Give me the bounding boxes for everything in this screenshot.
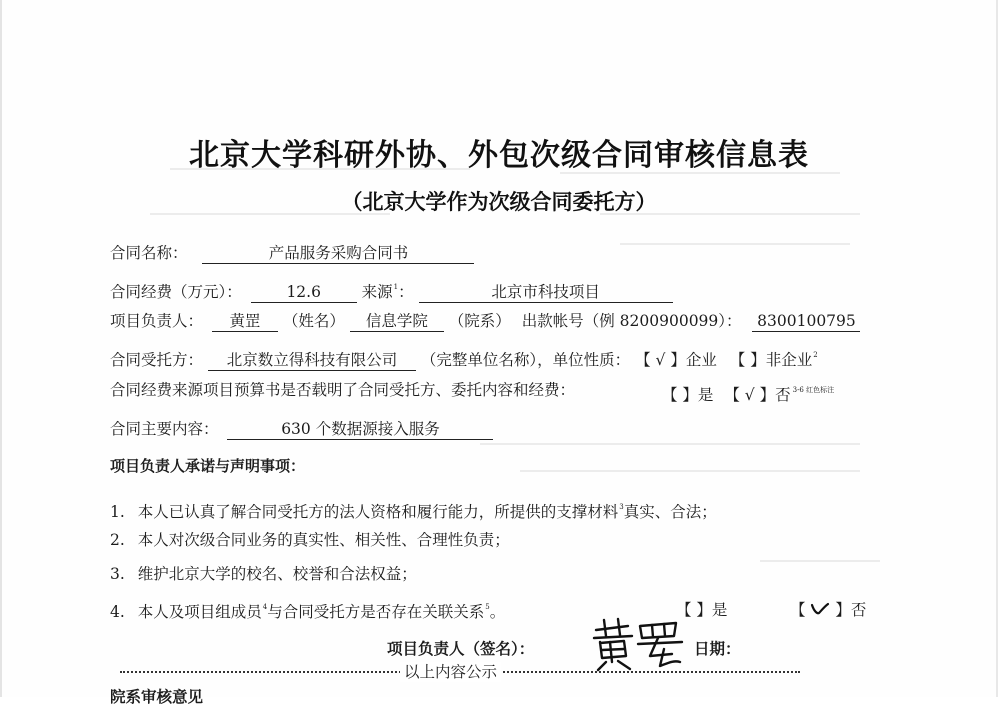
relation-no-checkbox	[790, 599, 866, 621]
fee-source-label: 来源	[361, 283, 393, 301]
declaration-number: 3.	[110, 565, 125, 583]
declaration-item-3	[110, 563, 417, 585]
department-hint: （院系）	[448, 312, 511, 330]
declaration-item-1	[110, 496, 717, 523]
project-leader-label: 项目负责人：	[110, 312, 204, 330]
declaration-number: 1.	[110, 503, 125, 521]
budget-answer	[662, 379, 834, 406]
page-subtitle: （北京大学作为次级合同委托方）	[341, 190, 657, 214]
footnote-marker: 1	[393, 283, 399, 291]
contractor-hint: （完整单位名称），单位性质：	[420, 351, 631, 369]
declaration-text: 与合同受托方是否存在关联关系	[267, 603, 485, 621]
public-notice-label: 以上内容公示	[400, 662, 501, 682]
footnote-marker: 3	[619, 503, 624, 511]
contract-content-label: 合同主要内容：	[110, 420, 219, 438]
handwritten-check-icon	[810, 602, 830, 616]
fee-source-value: 北京市科技项目	[419, 282, 673, 303]
bleed-through-mark	[480, 443, 860, 445]
budget-yes-checkbox: 【 】是	[662, 386, 714, 404]
declaration-number: 4.	[110, 603, 125, 621]
department-review-heading: 院系审核意见	[110, 688, 204, 706]
signature-label: 项目负责人（签名）：	[387, 640, 535, 658]
declaration-item-2	[110, 529, 510, 551]
bleed-through-mark	[760, 560, 880, 562]
declaration-text: 本人对次级合同业务的真实性、相关性、合理性负责；	[137, 531, 510, 549]
footnote-marker: 2	[813, 351, 818, 359]
project-leader-row	[110, 310, 860, 332]
bleed-through-mark	[520, 470, 860, 472]
project-leader-name: 黄罡	[212, 311, 278, 332]
bracket-open: 【	[790, 601, 806, 619]
contractor-row	[110, 344, 818, 371]
budget-question-text: 合同经费来源项目预算书是否载明了合同受托方、委托内容和经费：	[110, 381, 576, 399]
declaration-text: 本人及项目组成员	[137, 603, 262, 621]
enterprise-checkbox: 【 √ 】企业	[635, 351, 717, 369]
account-value: 8300100795	[752, 311, 860, 332]
contract-fee-label: 合同经费（万元）：	[110, 283, 242, 301]
date-label: 日期：	[694, 640, 741, 658]
declaration-text: 维护北京大学的校名、校誉和合法权益；	[137, 565, 417, 583]
declaration-number: 2.	[110, 531, 125, 549]
budget-question-row	[110, 379, 575, 401]
footnote-marker: 5	[485, 603, 490, 611]
contractor-label: 合同受托方：	[110, 351, 204, 369]
contract-content-row	[110, 418, 493, 440]
contract-name-label: 合同名称：	[110, 244, 188, 262]
contract-content-value: 630 个数据源接入服务	[227, 419, 493, 440]
bracket-close: 】否	[835, 601, 867, 619]
department-value: 信息学院	[350, 311, 444, 332]
handwritten-signature-icon	[590, 616, 690, 672]
footnote-marker: 4	[262, 603, 268, 611]
contract-name-value: 产品服务采购合同书	[202, 243, 474, 264]
declaration-text: 。	[489, 603, 506, 621]
fee-source-colon: ：	[398, 283, 414, 301]
contract-name-row	[110, 242, 474, 264]
declaration-item-4	[110, 596, 505, 623]
budget-no-checkbox: 【 √ 】否	[724, 386, 791, 404]
contractor-value: 北京数立得科技有限公司	[208, 350, 416, 371]
contract-fee-row	[110, 276, 673, 303]
page-title: 北京大学科研外协、外包次级合同审核信息表	[189, 138, 809, 173]
account-label: 出款帐号（例 8200900099）：	[521, 312, 742, 330]
declaration-text: 真实、合法；	[623, 503, 717, 521]
contract-fee-amount: 12.6	[251, 282, 357, 303]
red-annotation-note: 3-6 红色标注	[792, 386, 835, 394]
declaration-heading: 项目负责人承诺与声明事项：	[110, 457, 306, 475]
non-enterprise-checkbox: 【 】非企业	[729, 351, 813, 369]
name-hint: （姓名）	[282, 312, 345, 330]
declaration-text: 本人已认真了解合同受托方的法人资格和履行能力，所提供的支撑材料	[137, 503, 619, 521]
bleed-through-mark	[620, 243, 850, 245]
relation-yes-checkbox: 【 】是	[676, 601, 728, 619]
